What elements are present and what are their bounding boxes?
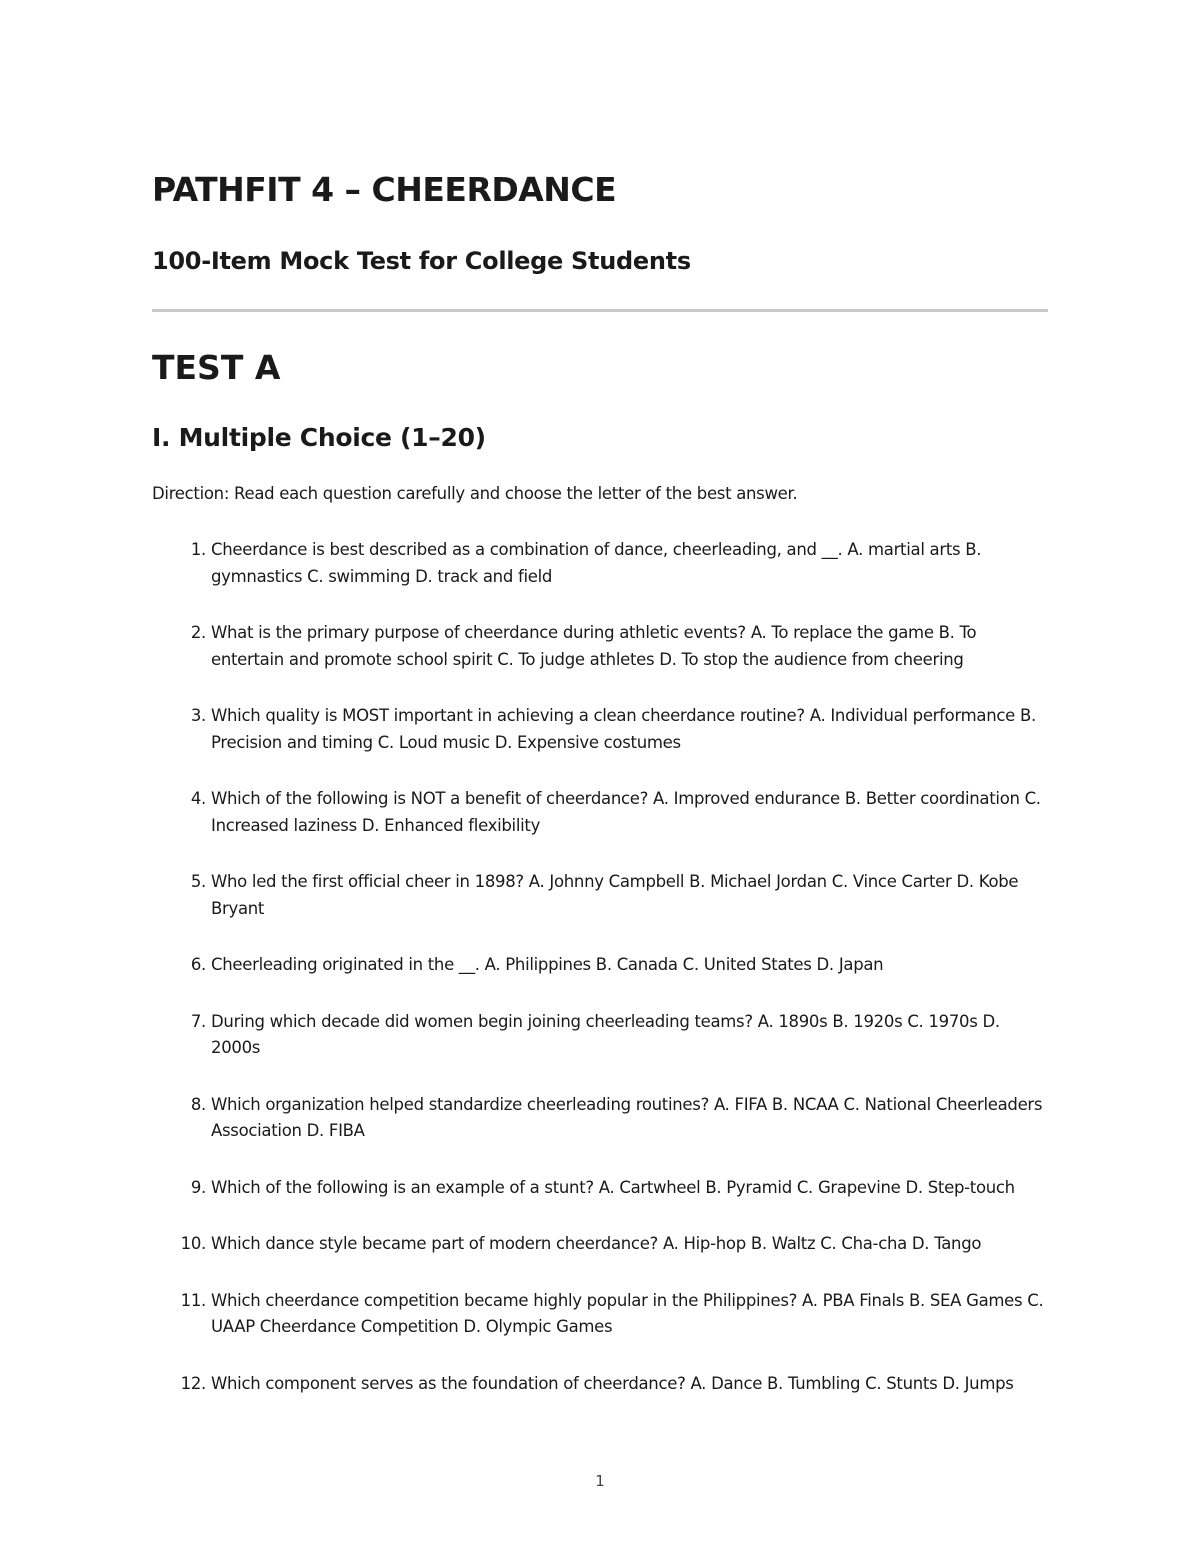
question-item	[152, 703, 1048, 756]
question-item	[152, 952, 1048, 979]
question-item	[152, 1175, 1048, 1202]
direction-text: Direction: Read each question carefully and choose the letter of the best answer.	[152, 484, 798, 503]
question-item	[152, 537, 1048, 590]
question-item	[152, 1288, 1048, 1341]
question-text: Which component serves as the foundation of cheerdance? A. Dance B. Tumbling C. Stunts D. Jumps	[211, 1373, 1014, 1393]
question-number: 12.	[180, 1373, 206, 1393]
question-number: 6.	[190, 955, 206, 974]
question-text: Which of the following is an example of a stunt? A. Cartwheel B. Pyramid C. Grapevine D. Step-touch	[211, 1177, 1015, 1197]
question-item	[152, 1092, 1048, 1145]
question-item	[152, 1371, 1048, 1398]
question-item	[152, 1231, 1048, 1258]
question-text: Which dance style became part of modern cheerdance? A. Hip-hop B. Waltz C. Cha-cha D. Tango	[211, 1234, 982, 1253]
question-item	[152, 869, 1048, 922]
question-number: 8.	[190, 1094, 206, 1114]
question-text: Cheerdance is best described as a combination of dance, cheerleading, and __. A. martial arts B. gymnastics C. swimming D. track and field	[211, 540, 982, 586]
question-text: Cheerleading originated in the __. A. Philippines B. Canada C. United States D. Japan	[211, 955, 884, 974]
question-number: 4.	[190, 789, 206, 808]
document-title: PATHFIT 4 – CHEERDANCE	[152, 170, 617, 209]
question-item	[152, 786, 1048, 839]
section-heading: I. Multiple Choice (1–20)	[152, 423, 486, 452]
question-text: Who led the first official cheer in 1898? A. Johnny Campbell B. Michael Jordan C. Vince Carter D. Kobe Bryant	[211, 872, 1019, 918]
question-number: 10.	[180, 1234, 206, 1253]
question-number: 3.	[190, 706, 206, 725]
question-text: During which decade did women begin joining cheerleading teams? A. 1890s B. 1920s C. 1970s D. 2000s	[211, 1011, 1000, 1057]
question-number: 1.	[190, 540, 206, 559]
page-number: 1	[595, 1472, 605, 1490]
question-number: 2.	[190, 623, 206, 642]
question-number: 7.	[190, 1011, 206, 1031]
question-text: Which of the following is NOT a benefit of cheerdance? A. Improved endurance B. Better coordination C. Increased laziness D. Enhanced flexibility	[211, 789, 1041, 835]
question-list	[152, 537, 1048, 1427]
question-text: Which cheerdance competition became highly popular in the Philippines? A. PBA Finals B. SEA Games C. UAAP Cheerdance Competition D. Olympic Games	[211, 1290, 1044, 1336]
question-text: Which quality is MOST important in achieving a clean cheerdance routine? A. Individual performance B. Precision and timing C. Loud music D. Expensive costumes	[211, 706, 1036, 752]
question-number: 5.	[190, 872, 206, 891]
question-item	[152, 1009, 1048, 1062]
question-number: 11.	[180, 1290, 206, 1310]
question-text: What is the primary purpose of cheerdance during athletic events? A. To replace the game B. To entertain and promote school spirit C. To judge athletes D. To stop the audience from cheering	[211, 623, 977, 669]
question-item	[152, 620, 1048, 673]
horizontal-divider	[152, 309, 1048, 312]
document-subtitle: 100-Item Mock Test for College Students	[152, 247, 691, 275]
test-heading: TEST A	[152, 348, 281, 387]
question-number: 9.	[190, 1177, 206, 1197]
question-text: Which organization helped standardize cheerleading routines? A. FIFA B. NCAA C. National Cheerleaders Association D. FIBA	[211, 1094, 1043, 1140]
